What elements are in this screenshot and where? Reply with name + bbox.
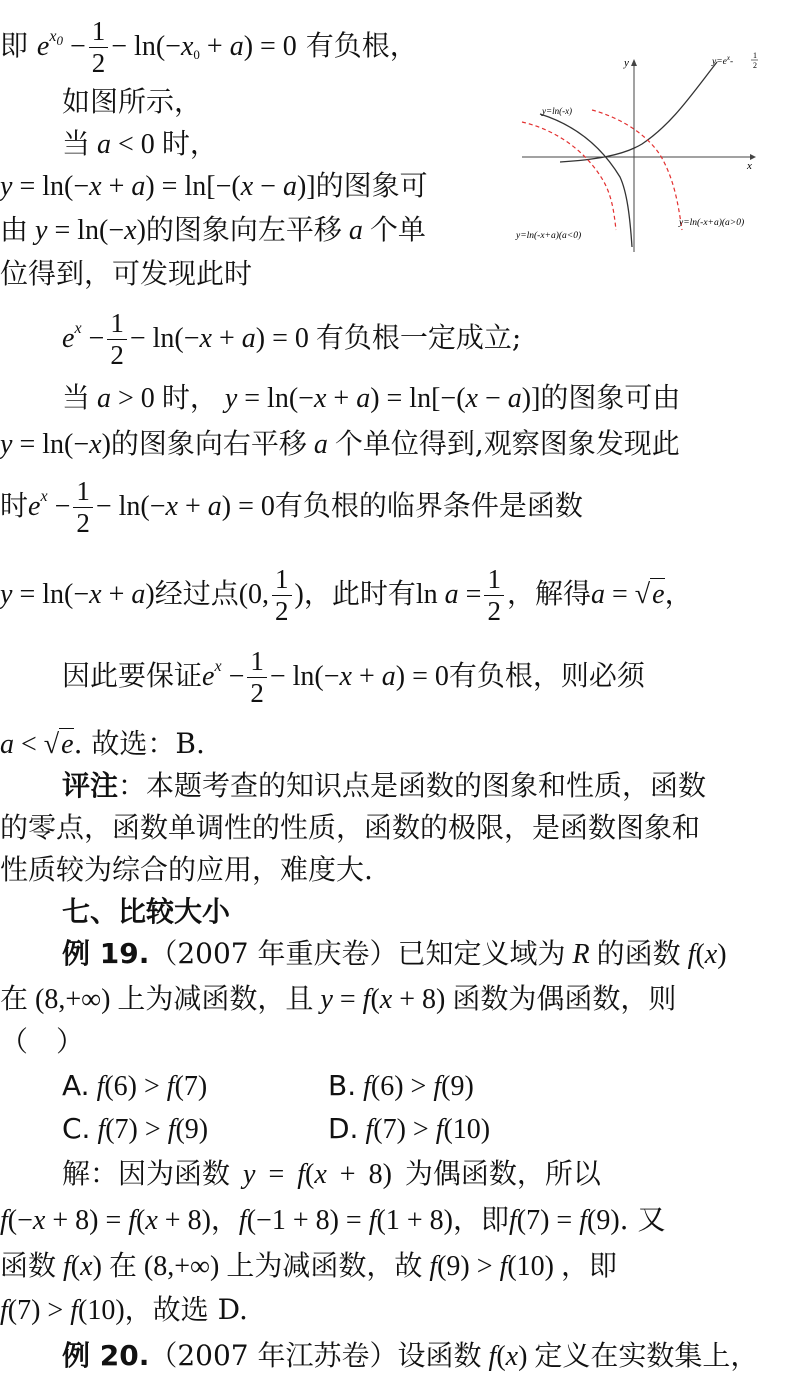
y-axis-arrow-icon	[631, 59, 637, 66]
text-line-8: 当 a > 0 时， y = ln(−x + a) = ln[−(x − a)]的图象可由	[62, 381, 681, 414]
text-line-12: 因此要保证$e^x$ − $\frac{1}{2}$ − ln(−x + a) = 0有负根，则必须	[62, 646, 645, 708]
text-line-7: $e^x$ − $\frac{1}{2}$ − ln(−x + a) = 0 有负根一定成立;	[62, 308, 522, 370]
text-line-1: 即 $e^{x_0}$ − $\frac{1}{2}$ − $\ln(-x_0 + a) = 0$ 有负根，	[0, 16, 418, 78]
text-line-3: 当 a < 0 时，	[62, 127, 218, 160]
solution-line-3: 函数 f(x) 在 (8,+∞) 上为减函数，故 f(9) > f(10) ，即	[0, 1249, 618, 1282]
text-line-19: 在 (8,+∞) 上为减函数，且 y = f(x + 8) 函数为偶函数，则	[0, 982, 677, 1015]
example-20-heading: 例 20.（2007 年江苏卷）设函数 f(x) 定义在实数集上，	[62, 1339, 759, 1372]
text-line-9: y = ln(−x)的图象向右平移 a 个单位得到,观察图象发现此	[0, 427, 680, 460]
exp-curve	[560, 62, 717, 162]
text-line-11: y = ln(−x + a)经过点(0, $\frac{1}{2}$ )，此时有ln a = $\frac{1}{2}$ ，解得a = √e，	[0, 564, 693, 626]
text-line-13: a < √e. 故选：B.	[0, 727, 205, 760]
text-line-16: 性质较为综合的应用，难度大.	[0, 853, 373, 886]
exp-curve-label-frac-num: 1	[753, 52, 757, 60]
option-c: C. f(7) > f(9)	[62, 1112, 209, 1145]
example-19-heading: 例 19.（2007 年重庆卷）已知定义域为 R 的函数 f(x)	[62, 937, 727, 970]
y-axis-label: y	[624, 57, 629, 69]
solution-line-2: f(−x + 8) = f(x + 8)，f(−1 + 8) = f(1 + 8)，即f(7) = f(9). 又	[0, 1203, 666, 1236]
ln-neg-x-curve	[540, 114, 632, 247]
option-a: A. f(6) > f(7)	[62, 1069, 208, 1102]
text-line-10: 时$e^x$ − $\frac{1}{2}$ − ln(−x + a) = 0有负根的临界条件是函数	[0, 476, 583, 538]
exp-curve-label-frac-den: 2	[753, 61, 757, 70]
section-heading: 七、比较大小	[62, 895, 231, 928]
ln-pos-curve-label: y=ln(-x+a)(a>0)	[679, 218, 745, 228]
solution-line-1: 解：因为函数 y = f(x + 8) 为偶函数，所以	[62, 1157, 601, 1190]
text-line-6: 位得到，可发现此时	[0, 257, 253, 290]
text-line-5: 由 y = ln(−x)的图象向左平移 a 个单	[0, 213, 426, 246]
ln-neg-x-label: y=ln(-x)	[542, 106, 573, 116]
exp-curve-label: $y=e^x-$	[712, 54, 734, 67]
answer-blank: （ ）	[0, 1025, 85, 1058]
function-graph	[512, 52, 780, 258]
ln-neg-x-plus-a-neg-curve	[522, 122, 616, 230]
option-b: B. f(6) > f(9)	[328, 1069, 474, 1102]
x-axis-label: x	[747, 160, 752, 172]
solution-line-4: f(7) > f(10)，故选 D.	[0, 1293, 248, 1326]
ln-neg-curve-label: y=ln(-x+a)(a<0)	[516, 231, 582, 241]
text-line-2: 如图所示，	[62, 85, 203, 118]
ln-neg-x-plus-a-pos-curve	[592, 110, 682, 230]
text-line-4: y = ln(−x + a) = ln[−(x − a)]的图象可	[0, 169, 428, 202]
option-d: D. f(7) > f(10)	[328, 1112, 491, 1145]
text-line-14: 评注：本题考查的知识点是函数的图象和性质，函数	[62, 769, 707, 802]
text-line-15: 的零点，函数单调性的性质，函数的极限，是函数图象和	[0, 811, 701, 844]
